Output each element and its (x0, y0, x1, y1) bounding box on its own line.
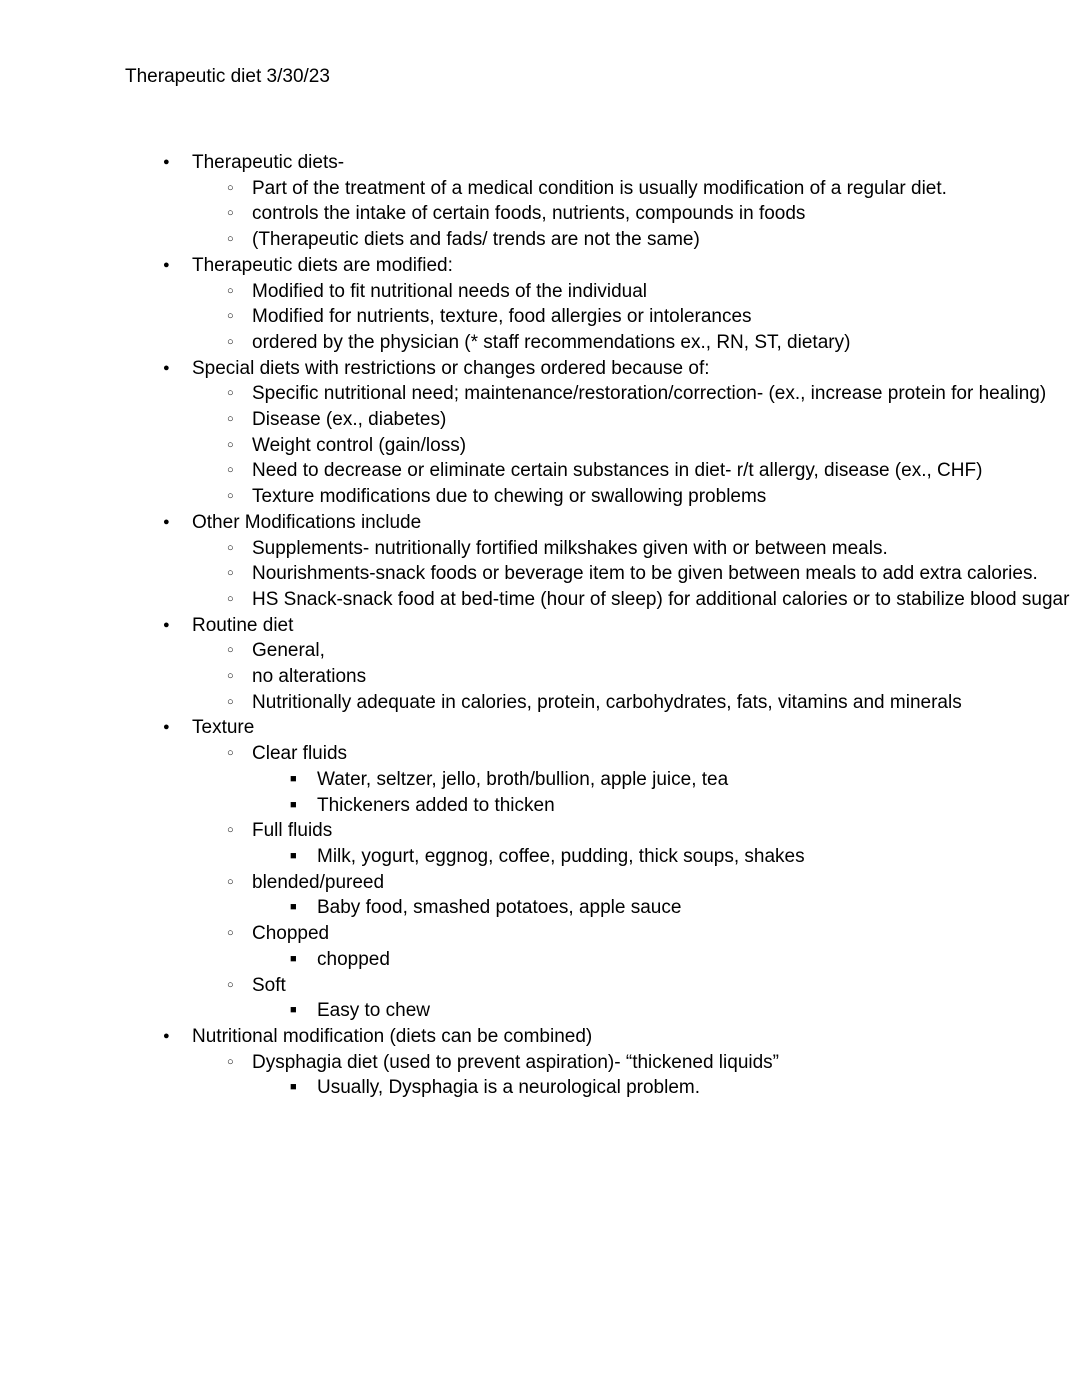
outline-item-level-2 (252, 433, 1080, 459)
outline-item-text: ● Special diets with restrictions or changes ordered because of: (192, 356, 1080, 382)
outline-item-text: ■ Milk, yogurt, eggnog, coffee, pudding, thick soups, shakes (317, 844, 1080, 870)
outline-item-level-1 (192, 715, 1080, 1023)
outline-item-level-2 (252, 407, 1080, 433)
outline-item-text: ○ ordered by the physician (* staff recommendations ex., RN, ST, dietary) (252, 330, 1080, 356)
outline-list-level-2 (192, 176, 1080, 253)
outline-item-text: ■ Baby food, smashed potatoes, apple sauce (317, 895, 1080, 921)
outline-list-level-3 (252, 844, 1080, 870)
outline-list-level-3 (252, 1075, 1080, 1101)
outline-item-text: ● Texture (192, 715, 1080, 741)
outline-item-level-2 (252, 587, 1080, 613)
outline-item-level-2 (252, 921, 1080, 972)
outline-item-text: ○ Full fluids (252, 818, 1080, 844)
outline-item-level-2 (252, 818, 1080, 869)
page-title: Therapeutic diet 3/30/23 (125, 66, 330, 87)
outline-item-level-2 (252, 176, 1080, 202)
outline-item-text: ● Other Modifications include (192, 510, 1080, 536)
outline-item-level-2 (252, 536, 1080, 562)
outline-list-level-2 (192, 381, 1080, 510)
outline-item-text: ○ controls the intake of certain foods, nutrients, compounds in foods (252, 201, 1080, 227)
outline-item-text: ○ Soft (252, 973, 1080, 999)
outline-item-text: ● Therapeutic diets are modified: (192, 253, 1080, 279)
outline-item-text: ○ Chopped (252, 921, 1080, 947)
outline-item-level-1 (192, 1024, 1080, 1101)
outline-item-text: ○ Need to decrease or eliminate certain substances in diet- r/t allergy, disease (ex., CHF) (252, 458, 1080, 484)
outline-item-text: ■ Usually, Dysphagia is a neurological problem. (317, 1075, 1080, 1101)
outline-item-text: ● Therapeutic diets- (192, 150, 1080, 176)
outline-item-text: ○ General, (252, 638, 1080, 664)
outline-item-text: ○ Dysphagia diet (used to prevent aspiration)- “thickened liquids” (252, 1050, 1080, 1076)
outline-list-level-3 (252, 767, 1080, 818)
outline-item-level-2 (252, 484, 1080, 510)
outline-item-text: ■ Thickeners added to thicken (317, 793, 1080, 819)
outline-item-level-1 (192, 613, 1080, 716)
outline-item-level-2 (252, 973, 1080, 1024)
outline-item-text: ○ Weight control (gain/loss) (252, 433, 1080, 459)
outline-item-text: ○ Texture modifications due to chewing or swallowing problems (252, 484, 1080, 510)
outline-item-text: ○ Specific nutritional need; maintenance/restoration/correction- (ex., increase protein for healing) (252, 381, 1080, 407)
outline-list-level-2 (192, 1050, 1080, 1101)
outline-item-level-2 (252, 304, 1080, 330)
outline-item-level-3 (317, 844, 1080, 870)
outline-list-level-3 (252, 947, 1080, 973)
outline-item-text: ■ Water, seltzer, jello, broth/bullion, apple juice, tea (317, 767, 1080, 793)
outline-list-level-2 (192, 638, 1080, 715)
outline-item-text: ○ Modified for nutrients, texture, food allergies or intolerances (252, 304, 1080, 330)
outline-item-level-2 (252, 664, 1080, 690)
outline-list-level-3 (252, 998, 1080, 1024)
outline-body (0, 150, 1080, 1101)
outline-item-level-2 (252, 381, 1080, 407)
outline-item-level-1 (192, 253, 1080, 356)
outline-item-text: ○ Supplements- nutritionally fortified milkshakes given with or between meals. (252, 536, 1080, 562)
outline-item-level-3 (317, 947, 1080, 973)
outline-item-text: ● Nutritional modification (diets can be combined) (192, 1024, 1080, 1050)
outline-item-text: ○ Disease (ex., diabetes) (252, 407, 1080, 433)
outline-item-level-3 (317, 767, 1080, 793)
outline-item-level-2 (252, 870, 1080, 921)
outline-item-text: ○ Modified to fit nutritional needs of the individual (252, 279, 1080, 305)
outline-item-level-3 (317, 998, 1080, 1024)
outline-item-text: ○ Part of the treatment of a medical condition is usually modification of a regular diet. (252, 176, 1080, 202)
outline-item-level-3 (317, 793, 1080, 819)
outline-item-level-2 (252, 1050, 1080, 1101)
outline-item-level-1 (192, 356, 1080, 510)
outline-item-level-2 (252, 330, 1080, 356)
outline-item-level-1 (192, 510, 1080, 613)
outline-item-text: ○ no alterations (252, 664, 1080, 690)
outline-item-text: ○ (Therapeutic diets and fads/ trends are not the same) (252, 227, 1080, 253)
outline-item-text: ○ Nutritionally adequate in calories, protein, carbohydrates, fats, vitamins and minerals (252, 690, 1080, 716)
outline-item-level-3 (317, 895, 1080, 921)
outline-list-level-1 (0, 150, 1080, 1101)
outline-item-level-2 (252, 227, 1080, 253)
outline-item-text: ○ blended/pureed (252, 870, 1080, 896)
outline-item-level-3 (317, 1075, 1080, 1101)
outline-list-level-2 (192, 741, 1080, 1024)
outline-item-text: ○ Clear fluids (252, 741, 1080, 767)
outline-item-level-2 (252, 279, 1080, 305)
outline-item-level-2 (252, 741, 1080, 818)
outline-item-text: ■ chopped (317, 947, 1080, 973)
outline-list-level-2 (192, 536, 1080, 613)
outline-item-level-2 (252, 201, 1080, 227)
outline-item-level-2 (252, 458, 1080, 484)
outline-item-text: ○ HS Snack-snack food at bed-time (hour of sleep) for additional calories or to stabilize blood sugar (252, 587, 1080, 613)
outline-list-level-2 (192, 279, 1080, 356)
outline-item-level-2 (252, 690, 1080, 716)
outline-item-text: ○ Nourishments-snack foods or beverage item to be given between meals to add extra calories. (252, 561, 1080, 587)
outline-list-level-3 (252, 895, 1080, 921)
outline-item-text: ● Routine diet (192, 613, 1080, 639)
outline-item-text: ■ Easy to chew (317, 998, 1080, 1024)
outline-item-level-2 (252, 638, 1080, 664)
outline-item-level-2 (252, 561, 1080, 587)
outline-item-level-1 (192, 150, 1080, 253)
